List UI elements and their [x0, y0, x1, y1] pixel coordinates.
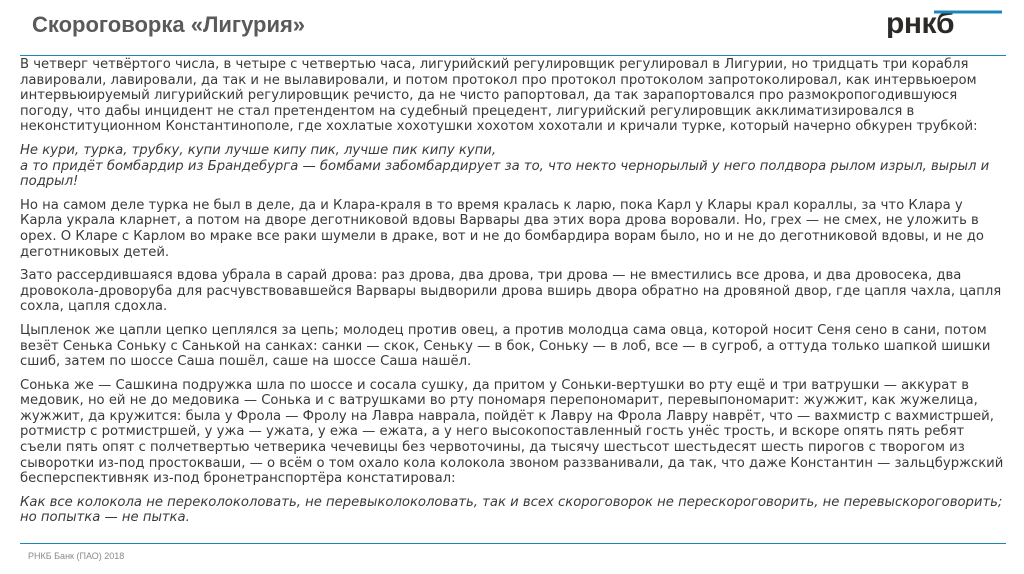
- paragraph-7-italic: Как все колокола не переколоколовать, не перевыколоколовать, так и всех скороговорок не перескороговорить, не перевыскороговорить; но попытка — не пытка.: [20, 494, 1003, 526]
- paragraph-2-italic: [20, 143, 1008, 190]
- paragraph-6: Сонька же — Сашкина подружка шла по шоссе и сосала сушку, да притом у Соньки-вертушки во рту ещё и три ватрушки — аккурат в медовик, но ей не до медовика — Сонька и с ватрушками во рту пономаря перепономарит, перевыпономарит: жужжит, как жужелица, жужжит, да кружится: была у Фрола — Фролу на Лавра наврала, пойдёт к Лавру на Фрола Лавру наврёт, что — вахмистр с вахмистршей, ротмистр с ротмистршей, у ужа — ужата, у ежа — ежата, а у него высокопоставленный гость унёс трость, и вскоре опять пять ребят съели пять опят с полчетвертью четверика чечевицы без червоточины, да тысячу шестьсот шестьдесят шесть пирогов с творогом из сыворотки из-под простокваши, — о всём о том охало кола колокола звоном раззванивали, да так, что даже Константин — зальцбуржский бесперспективняк из-под бронетранспортёра констатировал:: [20, 377, 1004, 487]
- paragraph-1: В четверг четвёртого числа, в четыре с четвертью часа, лигурийский регулировщик регулировал в Лигурии, но тридцать три корабля лавировали, лавировали, да так и не вылавировали, и потом протокол про протокол протоколом запротоколировал, как интервьюером интервьюируемый лигурийский регулировщик речисто, да не чисто рапортовал, да так зарапортовался про размокропогодившуюся погоду, что дабы инцидент не стал претендентом на судебный прецедент, лигурийский регулировщик акклиматизировался в неконституционном Константинополе, где хохлатые хохотушки хохотом хохотали и кричали турке, который начерно обкурен трубкой:: [20, 57, 978, 135]
- rnkb-logo-graphic: [884, 8, 1004, 38]
- tongue-twister-text: [20, 57, 1008, 534]
- rnkb-logo: [884, 8, 1004, 38]
- rnkb-logo-text: рнкб: [886, 8, 954, 38]
- footer-copyright: РНКБ Банк (ПАО) 2018: [28, 551, 125, 561]
- paragraph-2-line-1: Не кури, турка, трубку, купи лучше кипу пик, лучше пик кипу купи,: [20, 142, 497, 158]
- page-title: Скороговорка «Лигурия»: [32, 12, 306, 37]
- header-divider: [20, 55, 1006, 56]
- paragraph-5: Цыпленок же цапли цепко цеплялся за цепь; молодец против овец, а против молодца сама овца, которой носит Сеня сено в сани, потом везёт Сенька Соньку с Санькой на санках: санки — скок, Сеньку — в бок, Соньку — в лоб, все — в сугроб, а оттуда только шапкой шишки сшиб, затем по шоссе Саша пошёл, саше на шоссе Саша нашёл.: [20, 322, 991, 370]
- paragraph-4: Зато рассердившаяся вдова убрала в сарай дрова: раз дрова, два дрова, три дрова — не вместились все дрова, и два дровосека, два дровокола-дроворуба для расчувствовавшейся Варвары выдворили дрова вширь двора обратно на дровяной двор, где цапля чахла, цапля сохла, цапля сдохла.: [20, 268, 1002, 315]
- footer-divider: [20, 543, 1006, 544]
- paragraph-2-line-2: а то придёт бомбардир из Брандебурга — бомбами забомбардирует за то, что некто чернорылый у него полдвора рылом изрыл, вырыл и подрыл!: [20, 158, 990, 190]
- paragraph-3: Но на самом деле турка не был в деле, да и Клара-краля в то время кралась к ларю, пока Карл у Клары крал кораллы, за что Клара у Карла украла кларнет, а потом на дворе деготниковой вдовы Варвары два этих вора дрова воровали. Но, грех — не смех, не уложить в орех. О Кларе с Карлом во мраке все раки шумели в драке, вот и не до бомбардира ворам было, но и не до деготниковой вдовы, и не до деготниковых детей.: [20, 197, 984, 260]
